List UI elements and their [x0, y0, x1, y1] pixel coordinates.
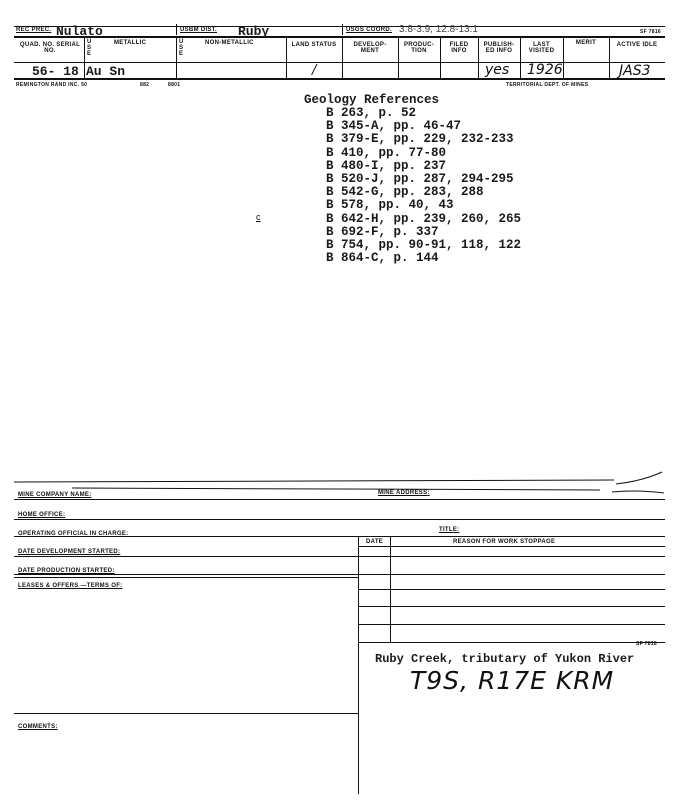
last-visited-header: LAST VISITED [528, 42, 555, 54]
reason-header: REASON FOR WORK STOPPAGE [453, 539, 556, 545]
printer-code-1: 882 [140, 82, 150, 88]
land-status-value: / [312, 63, 317, 78]
reference-item: B 642-H, pp. 239, 260, 265 [326, 211, 522, 226]
u-s-e-column-2 [179, 39, 184, 57]
printer-code-2: 8801 [168, 82, 181, 88]
geology-references-list [326, 107, 521, 265]
reference-item: B 692-F, p. 337 [326, 224, 439, 239]
rec-prec-value: Nulato [56, 24, 103, 39]
use-2-s: S [179, 45, 184, 51]
form-top-rule [14, 468, 664, 494]
date-development-started-label: DATE DEVELOPMENT STARTED: [18, 549, 121, 555]
title-label: TITLE: [439, 527, 460, 533]
operating-official-label: OPERATING OFFICIAL IN CHARGE: [18, 531, 129, 537]
use-1-e: E [87, 51, 92, 57]
reference-item: B 345-A, pp. 46-47 [326, 119, 462, 134]
active-idle-value: JAS3 [619, 63, 651, 79]
quad-serial-value: 56- 18 [32, 64, 79, 79]
usbm-dist-label: USBM DIST. [180, 27, 218, 33]
use-2-u: U [179, 39, 184, 45]
usgs-coord-value: 3.8-3.9, 12.8-13.1 [399, 24, 478, 35]
mine-address-label: MINE ADDRESS: [378, 490, 430, 496]
territorial-dept: TERRITORIAL DEPT. OF MINES [506, 82, 589, 88]
date-header: DATE [366, 539, 384, 545]
use-2-e: E [179, 51, 184, 57]
serial-no-label: SERIAL NO. [44, 42, 81, 54]
leases-offers-label: LEASES & OFFERS —TERMS OF: [18, 583, 123, 589]
top-rule-curve [616, 472, 662, 484]
handwritten-note: T9S, R17E KRM [410, 666, 615, 695]
date-production-started-label: DATE PRODUCTION STARTED: [18, 568, 115, 574]
top-rule-line-2 [72, 488, 600, 490]
usbm-dist-value: Ruby [238, 24, 270, 39]
printer-imprint: REMINGTON RAND INC. 50 [16, 82, 88, 88]
form-number-2: SF 7818 [636, 641, 658, 647]
geology-title: Geology References [304, 93, 440, 107]
reference-item: B 379-E, pp. 229, 232-233 [326, 132, 514, 147]
comments-label: COMMENTS: [18, 724, 58, 730]
active-idle-header: ACTIVE IDLE [616, 42, 658, 48]
land-status-header: LAND STATUS [291, 42, 337, 48]
reference-item: B 410, pp. 77-80 [326, 145, 447, 160]
published-info-header: PUBLISH-ED INFO [483, 42, 515, 54]
usgs-coord-label: USGS COORD. [346, 27, 392, 33]
reference-item: B 864-C, p. 144 [326, 251, 439, 266]
last-visited-value: 1926 [527, 62, 563, 78]
rec-prec-label: REC PREC. [16, 27, 52, 33]
published-info-value: yes [485, 62, 510, 78]
form-number: SF 7816 [640, 29, 662, 35]
u-s-e-column-1 [87, 39, 92, 57]
quad-serial-header [16, 42, 84, 54]
typed-note: Ruby Creek, tributary of Yukon River [375, 652, 635, 666]
production-header: PRODUC-TION [403, 42, 435, 54]
use-1-s: S [87, 45, 92, 51]
home-office-label: HOME OFFICE: [18, 512, 66, 518]
quad-no-label: QUAD. NO. [19, 42, 55, 48]
non-metallic-header: NON-METALLIC [205, 40, 254, 46]
stray-mark: c [256, 212, 261, 222]
reference-item: B 578, pp. 40, 43 [326, 198, 454, 213]
filed-info-header: FILED INFO [449, 42, 469, 54]
metallic-value: Au Sn [86, 64, 126, 79]
reference-item: B 754, pp. 90-91, 118, 122 [326, 238, 522, 253]
top-rule-curve-2 [612, 491, 664, 493]
development-header: DEVELOP-MENT [353, 42, 387, 54]
reference-item: B 520-J, pp. 287, 294-295 [326, 172, 514, 187]
top-rule-line [14, 480, 614, 482]
reference-item: B 480-I, pp. 237 [326, 158, 447, 173]
reference-item: B 542-G, pp. 283, 288 [326, 185, 484, 200]
reference-item: B 263, p. 52 [326, 106, 417, 120]
metallic-header: METALLIC [114, 40, 147, 46]
merit-header: MERIT [575, 40, 597, 46]
use-1-u: U [87, 39, 92, 45]
mine-company-name-label: MINE COMPANY NAME: [18, 492, 92, 498]
